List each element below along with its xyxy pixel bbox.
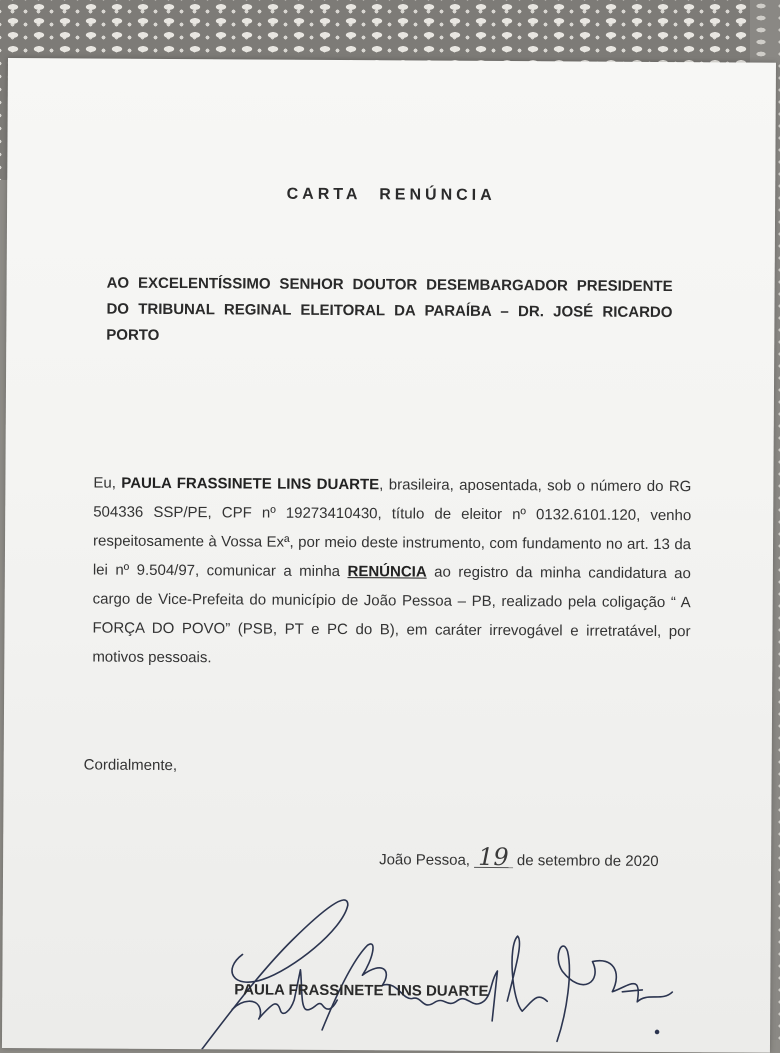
body-text-part1: , brasileira, aposentada, sob o número do RG 504336 SSP/PE, CPF nº 19273410430, título de eleitor nº 0132.6101.120, venho respeitosamente à Vossa Exª, por meio deste instrumento, com fundamento no art. 13 da lei nº 9.504/97, comunicar a minha bbox=[92, 476, 692, 581]
signer-name: PAULA FRASSINETE LINS DUARTE bbox=[234, 981, 489, 1000]
date-rest-text: de setembro de 2020 bbox=[516, 852, 659, 870]
handwritten-signature bbox=[172, 859, 693, 1052]
body-intro: Eu, bbox=[93, 474, 122, 492]
body-text-part2: ao registro da minha candidatura ao cargo de Vice-Prefeita do município de João Pessoa – PB, realizado pela coligação “ A FORÇA DO POVO” (PSB, PT e PC do B), em caráter irrevogável e irretratável, por motivos pessoais. bbox=[92, 563, 691, 667]
handwritten-day: 19 bbox=[474, 847, 513, 868]
place-text: João Pessoa, bbox=[379, 851, 471, 869]
document-title: CARTA RENÚNCIA bbox=[286, 185, 496, 204]
letter-paper bbox=[2, 58, 776, 1053]
declarant-name: PAULA FRASSINETE LINS DUARTE bbox=[121, 474, 380, 494]
addressee-block: AO EXCELENTÍSSIMO SENHOR DOUTOR DESEMBARGADOR PRESIDENTE DO TRIBUNAL REGINAL ELEITORAL DA PARAÍBA – DR. JOSÉ RICARDO PORTO bbox=[106, 274, 673, 344]
renuncia-keyword: RENÚNCIA bbox=[347, 563, 427, 581]
letter-body bbox=[92, 469, 691, 676]
closing-salutation: Cordialmente, bbox=[83, 756, 178, 775]
